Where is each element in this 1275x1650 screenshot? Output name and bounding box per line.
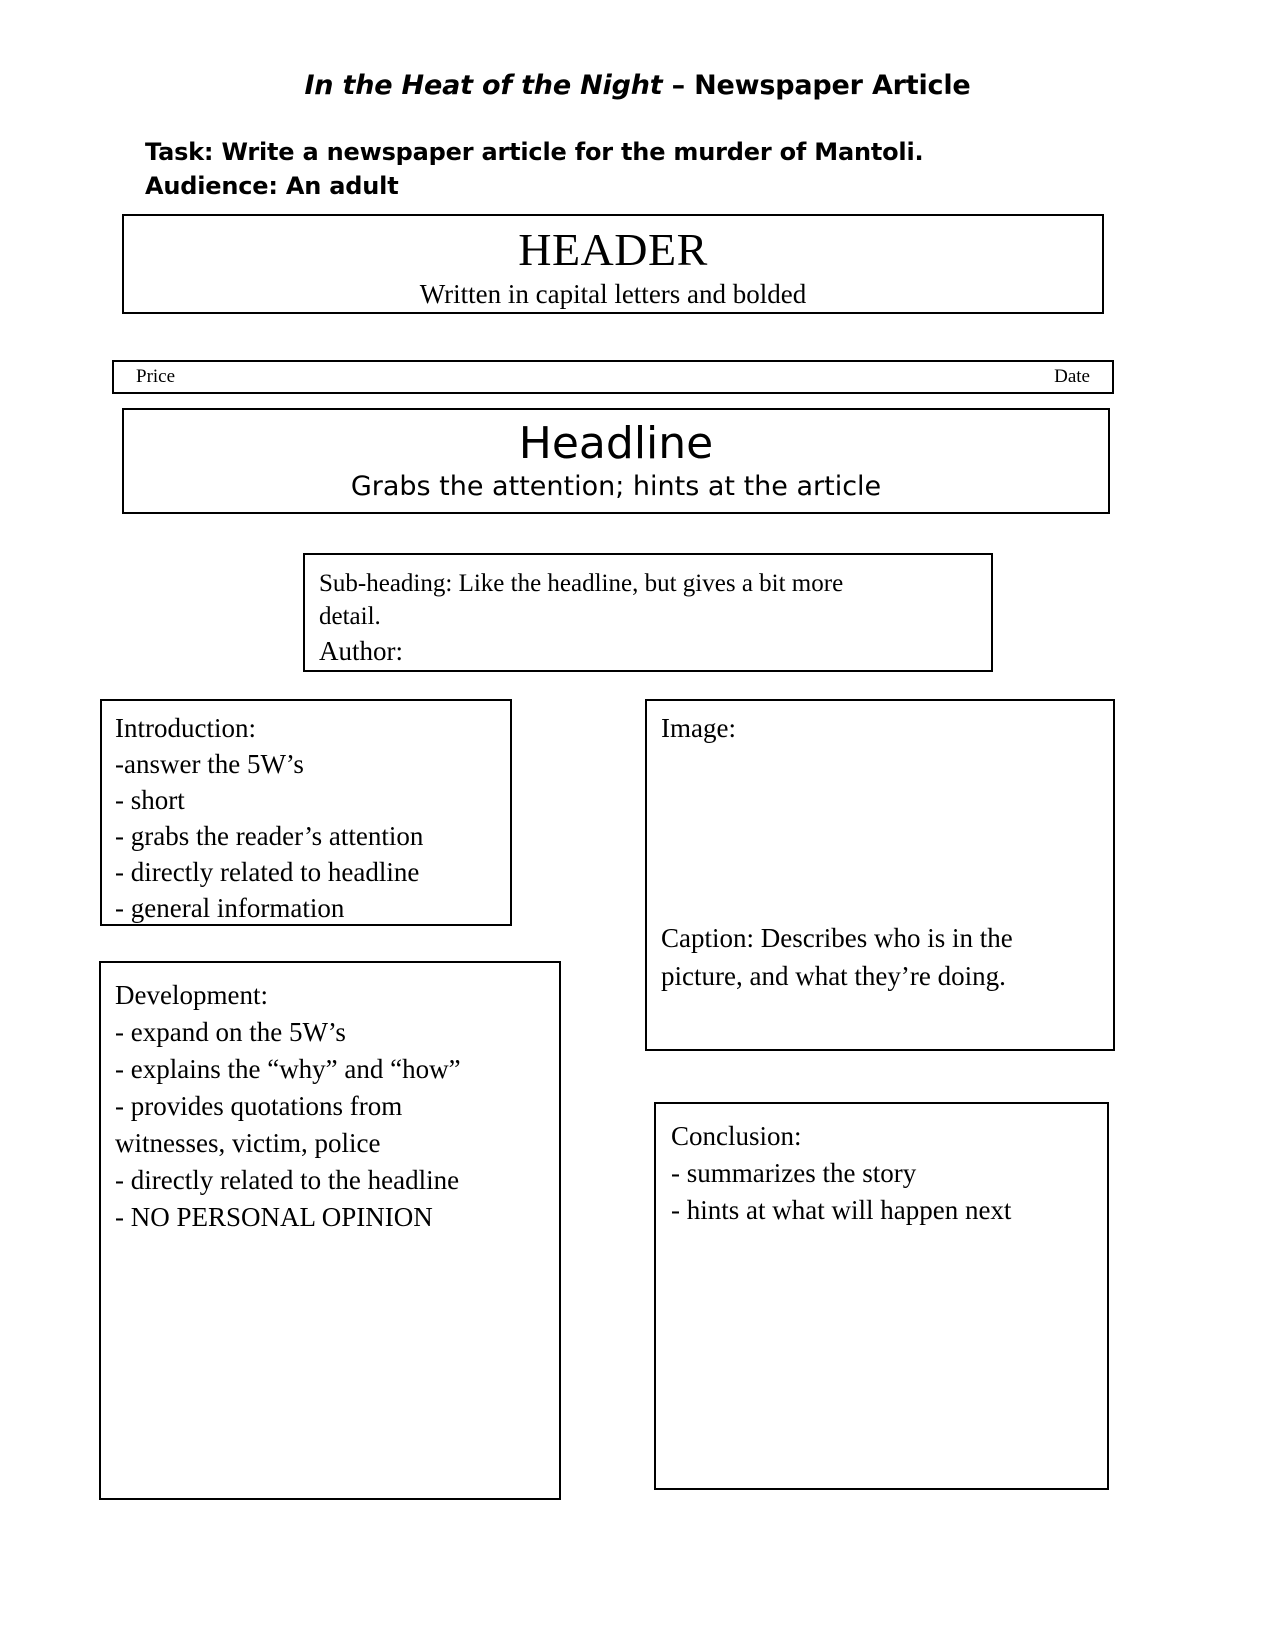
list-item: - NO PERSONAL OPINION [115, 1202, 433, 1232]
conclusion-list [671, 1155, 1107, 1229]
page-title [0, 68, 1275, 103]
list-item: - grabs the reader’s attention [115, 821, 424, 851]
headline-box-description: Grabs the attention; hints at the article [350, 471, 882, 502]
task-line [145, 136, 923, 169]
audience-line [145, 170, 398, 203]
development-box [99, 961, 561, 1500]
image-caption-line-2: picture, and what they’re doing. [661, 961, 1006, 991]
image-caption-line-1: Caption: Describes who is in the [661, 923, 1013, 953]
headline-box [122, 408, 1110, 514]
image-box [645, 699, 1115, 1051]
list-item: - summarizes the story [671, 1158, 917, 1188]
author-label: Author: [319, 636, 403, 666]
list-item: - directly related to the headline [115, 1165, 460, 1195]
list-item: witnesses, victim, police [115, 1128, 381, 1158]
task-text: Write a newspaper article for the murder of Mantoli. [221, 138, 924, 166]
development-heading: Development: [115, 980, 268, 1010]
list-item: - explains the “why” and “how” [115, 1054, 461, 1084]
header-box-title: HEADER [518, 224, 708, 275]
header-box [122, 214, 1104, 314]
introduction-list [115, 746, 510, 926]
audience-label: Audience: [145, 172, 278, 200]
list-item: -answer the 5W’s [115, 749, 304, 779]
introduction-heading: Introduction: [115, 713, 256, 743]
date-label: Date [1054, 366, 1090, 387]
subheading-line-2: detail. [319, 603, 381, 630]
list-item: - short [115, 785, 185, 815]
list-item: - expand on the 5W’s [115, 1017, 346, 1047]
image-caption [661, 919, 1095, 995]
header-box-description: Written in capital letters and bolded [419, 279, 807, 309]
image-heading: Image: [661, 713, 736, 743]
development-list [115, 1014, 559, 1236]
introduction-box [100, 699, 512, 926]
page-title-suffix: – Newspaper Article [662, 70, 971, 101]
list-item: - general information [115, 893, 345, 923]
price-date-strip [112, 360, 1114, 394]
subheading-line-1: Sub-heading: Like the headline, but gives a bit more [319, 570, 844, 597]
task-label: Task: [145, 138, 214, 166]
page-title-book-name: In the Heat of the Night [304, 70, 663, 101]
conclusion-heading: Conclusion: [671, 1121, 802, 1151]
headline-box-title: Headline [518, 418, 714, 469]
price-label: Price [136, 366, 176, 387]
list-item: - provides quotations from [115, 1091, 403, 1121]
subheading-box [303, 553, 993, 672]
conclusion-box [654, 1102, 1109, 1490]
audience-text: An adult [285, 172, 399, 200]
list-item: - hints at what will happen next [671, 1195, 1012, 1225]
list-item: - directly related to headline [115, 857, 420, 887]
